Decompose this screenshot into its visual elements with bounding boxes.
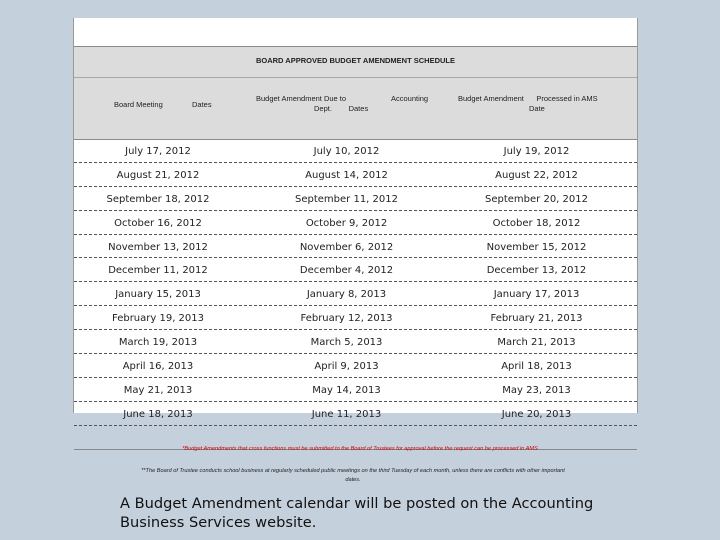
due-date: April 9, 2013 [314,361,379,373]
board-meeting-date: July 17, 2012 [125,146,191,157]
page-title: BOARD APPROVED BUDGET AMENDMENT SCHEDULE [255,56,456,65]
processed-date: May 23, 2013 [502,384,571,396]
board-meeting-date: December 11, 2012 [108,265,208,277]
table-row [74,211,637,235]
due-date: March 5, 2013 [310,337,383,349]
processed-date: July 19, 2012 [503,146,570,157]
due-date: June 11, 2013 [311,408,382,420]
footer-announcement [120,494,640,532]
footer-line2: Business Services website. [120,514,317,531]
due-date: January 8, 2013 [306,289,387,301]
header-processed-line1: Budget Amendment Processed in AMS [458,94,598,103]
board-meeting-date: January 15, 2013 [115,289,201,301]
board-meeting-note-line2: dates. [345,477,361,483]
table-row [74,163,637,187]
due-date: October 9, 2012 [305,217,388,229]
header-processed-line2: Date [529,104,545,113]
due-date: December 4, 2012 [299,265,394,277]
table-row [74,139,637,163]
due-date: February 12, 2013 [300,313,393,325]
processed-date: June 20, 2013 [501,408,572,420]
cross-function-note: *Budget Amendments that cross functions must be submitted to the Board of Trustees for approval before the request can be processed in AMS [182,446,538,452]
board-meeting-note-line1: **The Board of Trustee conducts school business at regularly scheduled public meetings on the third Tuesday of each month, unless there are conflicts with other important [141,468,565,474]
processed-date: March 21, 2013 [497,337,576,349]
processed-date: August 22, 2012 [495,169,578,181]
board-meeting-date: April 16, 2013 [122,361,194,373]
table-row [74,354,637,378]
due-date: August 14, 2012 [305,169,388,181]
table-row [74,306,637,330]
table-row [74,282,637,306]
table-row [74,402,637,426]
table-row [74,187,637,211]
header-due-line2: Dept. Dates [314,104,369,113]
header-divider [74,77,637,78]
board-meeting-date: August 21, 2012 [116,169,200,181]
processed-date: December 13, 2012 [486,265,587,277]
board-meeting-note [58,467,648,485]
board-meeting-date: September 18, 2012 [106,193,210,205]
board-meeting-date: November 13, 2012 [108,241,208,253]
table-row [74,378,637,402]
header-dates: Dates [192,100,212,109]
header-board-meeting: Board Meeting [114,100,163,109]
board-meeting-date: March 19, 2013 [118,337,198,349]
processed-date: October 18, 2012 [492,217,581,229]
header-accounting: Accounting [391,94,429,103]
processed-date: September 20, 2012 [485,193,588,205]
table-row [74,330,637,354]
board-meeting-date: February 19, 2013 [111,313,205,325]
processed-date: January 17, 2013 [493,289,580,301]
table-header [74,46,637,139]
board-meeting-date: May 21, 2013 [123,384,193,396]
due-date: November 6, 2012 [299,241,394,253]
board-meeting-date: June 18, 2013 [123,408,193,420]
table-row [74,258,637,282]
processed-date: April 18, 2013 [501,361,572,373]
due-date: September 11, 2012 [295,193,398,205]
table-row [74,235,637,259]
processed-date: February 21, 2013 [490,313,583,325]
footer-line1: A Budget Amendment calendar will be posted on the Accounting [120,495,594,512]
board-meeting-date: October 16, 2012 [114,217,202,229]
schedule-sheet [73,18,638,420]
processed-date: November 15, 2012 [486,241,587,253]
due-date: July 10, 2012 [313,146,380,157]
header-due-line1: Budget Amendment Due to [256,94,347,103]
schedule-table-body [74,139,637,450]
due-date: May 14, 2013 [312,384,381,396]
